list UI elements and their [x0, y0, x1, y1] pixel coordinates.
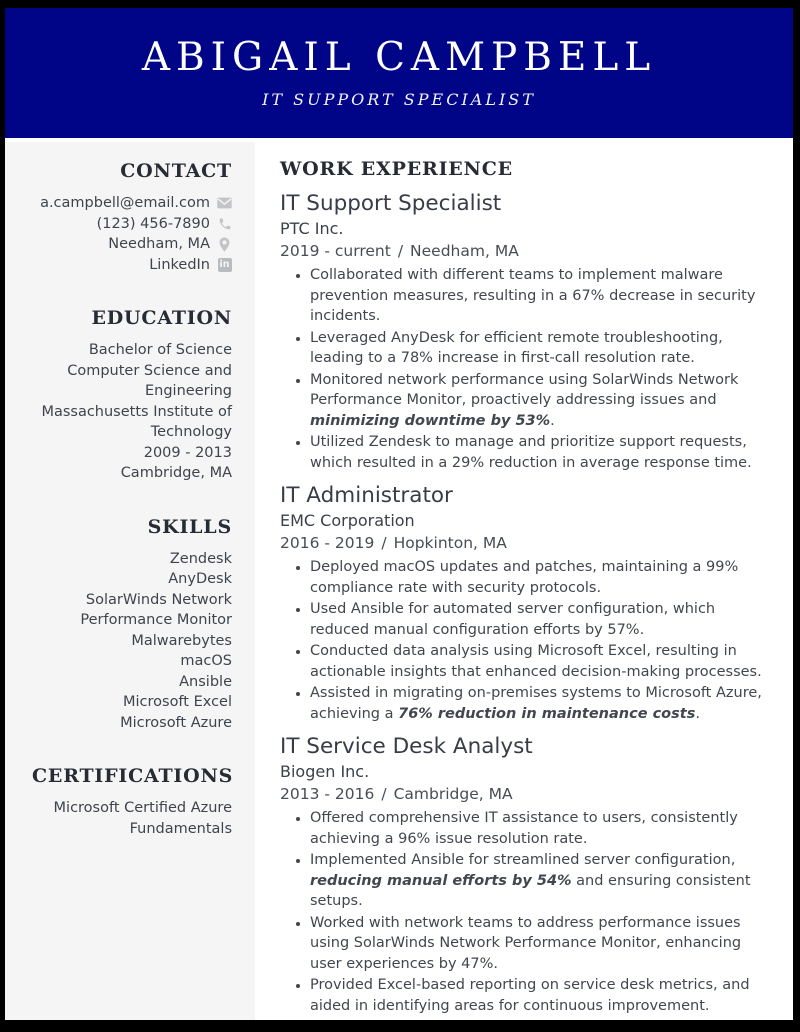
job-bullet: • Utilized Zendesk to manage and prioritize support requests, which resulted in a 29% reduction in average response time.	[310, 432, 771, 473]
job-title: IT Support Specialist	[280, 191, 502, 216]
skills-list	[32, 549, 232, 734]
job-bullet: • Implemented Ansible for streamlined server configuration, reducing manual efforts by 54% and ensuring consistent setups.	[310, 850, 771, 912]
job-dates-location	[280, 784, 771, 804]
dateline-separator: /	[381, 785, 387, 803]
skills-section	[32, 514, 232, 734]
resume-page	[5, 8, 793, 1020]
contact-list	[32, 193, 232, 275]
work-experience-section	[255, 142, 793, 1020]
job-dates: 2019 - current	[280, 242, 391, 260]
job-company: Biogen Inc.	[280, 762, 370, 781]
job-bullet-list	[280, 265, 771, 473]
skills-heading: SKILLS	[147, 515, 232, 538]
contact-value: (123) 456-7890	[96, 215, 210, 232]
job-location: Cambridge, MA	[393, 785, 513, 803]
job-bullet: • Collaborated with different teams to implement malware prevention measures, resulting in a 67% decrease in security incidents.	[310, 265, 771, 327]
certifications-heading: CERTIFICATIONS	[32, 765, 234, 787]
contact-item[interactable]	[32, 255, 232, 276]
skill-item: Microsoft Excel	[122, 694, 232, 710]
job-bullet: • Deployed macOS updates and patches, maintaining a 99% compliance rate with security protocols.	[310, 557, 771, 598]
job-entry	[280, 734, 771, 1016]
education-degree: Bachelor of Science	[88, 342, 232, 358]
emphasized-metric: minimizing downtime by 53%	[310, 412, 551, 429]
job-title: IT Administrator	[280, 483, 453, 508]
person-title: IT SUPPORT SPECIALIST	[262, 89, 536, 109]
job-company: EMC Corporation	[280, 511, 415, 530]
job-dates-location	[280, 241, 771, 261]
job-title: IT Service Desk Analyst	[280, 734, 533, 759]
contact-heading: CONTACT	[120, 160, 232, 182]
education-section	[32, 305, 232, 484]
work-experience-heading: WORK EXPERIENCE	[280, 158, 513, 180]
skill-item: AnyDesk	[168, 571, 232, 587]
location-pin-icon	[217, 237, 232, 252]
job-bullet: • Monitored network performance using SolarWinds Network Performance Monitor, proactively addressing issues and minimizing downtime by 53%.	[310, 370, 771, 432]
education-years: 2009 - 2013	[143, 444, 232, 461]
certification-item: Microsoft Certified Azure Fundamentals	[53, 800, 232, 837]
education-location: Cambridge, MA	[120, 465, 232, 481]
contact-item	[32, 234, 232, 255]
dateline-separator: /	[397, 242, 404, 260]
job-bullet: • Used Ansible for automated server configuration, which reduced manual configuration efforts by 57%.	[310, 599, 771, 640]
emphasized-metric: reducing manual efforts by 54%	[310, 872, 572, 889]
skill-item: Malwarebytes	[131, 632, 232, 649]
job-bullet: • Conducted data analysis using Microsoft Excel, resulting in actionable insights that enhanced decision-making processes.	[310, 641, 771, 682]
skill-item: macOS	[180, 653, 232, 669]
education-field: Computer Science and Engineering	[67, 362, 232, 399]
contact-item[interactable]	[32, 214, 232, 235]
job-location: Hopkinton, MA	[393, 534, 507, 552]
job-bullet: • Offered comprehensive IT assistance to users, consistently achieving a 96% issue resolution rate.	[310, 808, 771, 849]
job-dates: 2013 - 2016	[280, 785, 375, 803]
skill-item: Ansible	[179, 673, 232, 690]
contact-section	[32, 158, 232, 275]
job-bullet: • Provided Excel-based reporting on service desk metrics, and aided in identifying areas for continuous improvement.	[310, 975, 771, 1016]
contact-value: Needham, MA	[108, 236, 210, 252]
job-bullet-list	[280, 808, 771, 1016]
certifications-list	[32, 798, 232, 839]
emphasized-metric: 76% reduction in maintenance costs	[398, 705, 696, 722]
job-location: Needham, MA	[410, 242, 519, 260]
contact-value: a.campbell@email.com	[40, 195, 210, 211]
job-list	[280, 191, 771, 1016]
envelope-icon	[217, 196, 232, 211]
education-heading: EDUCATION	[91, 307, 232, 329]
education-school: Massachusetts Institute of Technology	[41, 403, 232, 440]
job-dates: 2016 - 2019	[280, 534, 375, 552]
content-columns	[5, 142, 793, 1020]
job-entry	[280, 191, 771, 473]
job-bullet: • Leveraged AnyDesk for efficient remote troubleshooting, leading to a 78% increase in first-call resolution rate.	[310, 328, 771, 369]
contact-value: LinkedIn	[149, 256, 210, 273]
job-bullet: • Assisted in migrating on-premises systems to Microsoft Azure, achieving a 76% reduction in maintenance costs.	[310, 683, 771, 724]
job-dates-location	[280, 533, 771, 553]
phone-icon	[217, 216, 232, 231]
person-name: ABIGAIL CAMPBELL	[141, 35, 657, 81]
job-entry	[280, 483, 771, 724]
skill-item: SolarWinds Network Performance Monitor	[80, 591, 232, 628]
sidebar	[5, 142, 255, 1020]
linkedin-icon: in	[219, 258, 230, 270]
skill-item: Zendesk	[169, 550, 232, 567]
job-company: PTC Inc.	[280, 219, 344, 238]
skill-item: Microsoft Azure	[120, 714, 232, 731]
certifications-section	[32, 763, 232, 839]
dateline-separator: /	[381, 534, 387, 552]
contact-item[interactable]	[32, 193, 232, 214]
resume-header	[5, 8, 793, 138]
job-bullet-list	[280, 557, 771, 724]
job-bullet: • Worked with network teams to address performance issues using SolarWinds Network Performance Monitor, enhancing user experiences by 47%.	[310, 913, 771, 975]
